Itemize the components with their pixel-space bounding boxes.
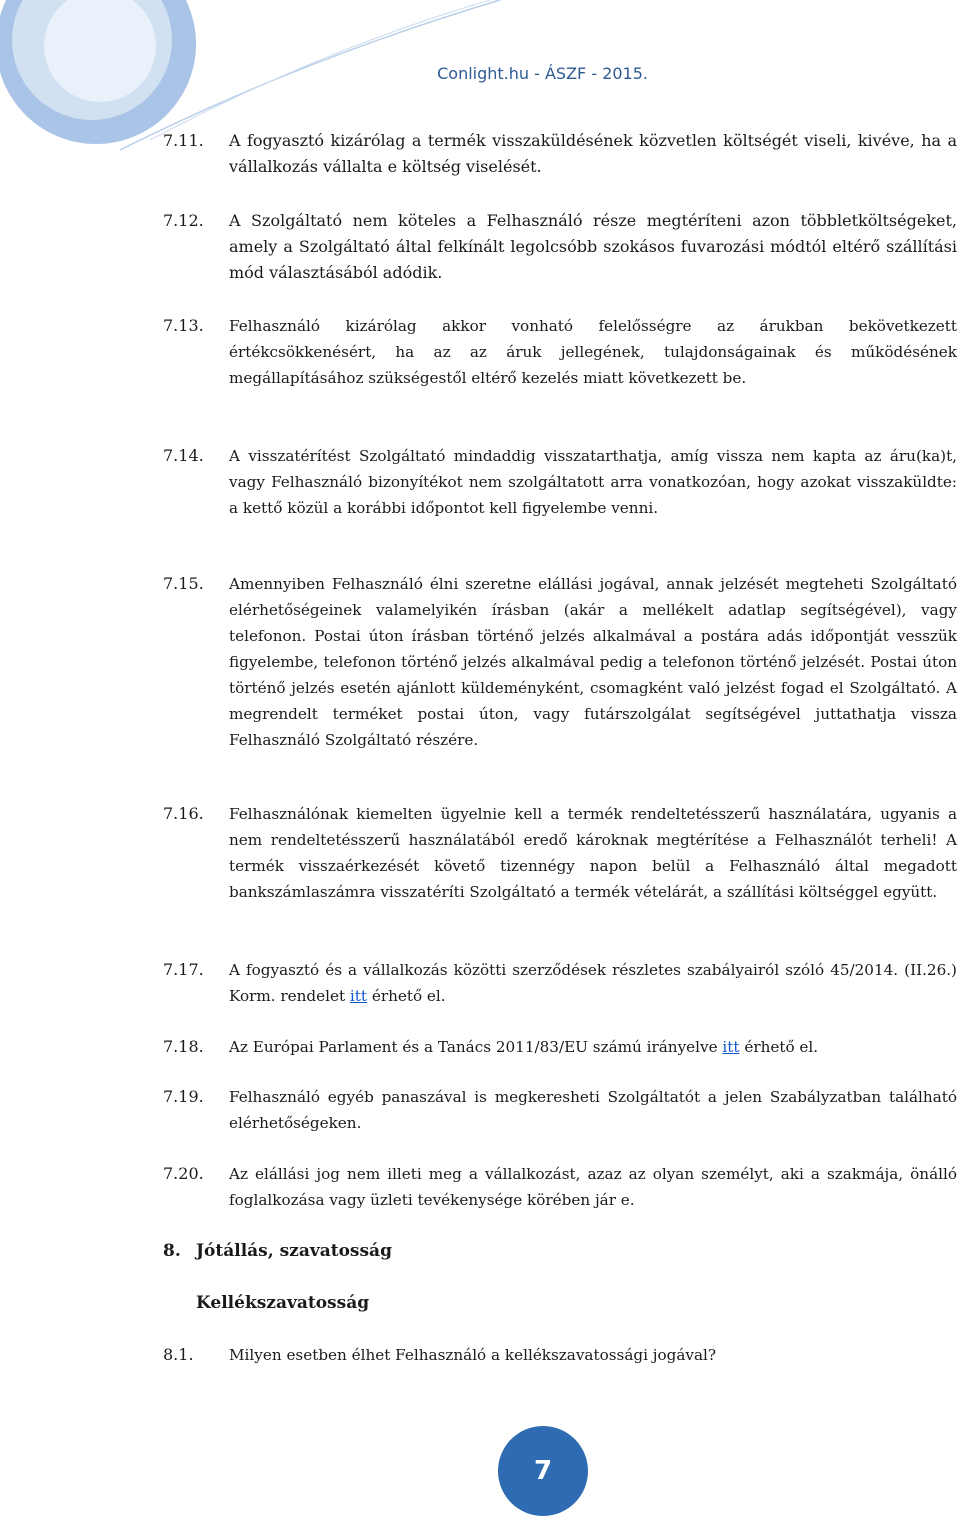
paragraph-7-15 — [163, 571, 957, 753]
paragraph-text-end: érhető el. — [739, 1038, 819, 1056]
paragraph-number: 7.19. — [163, 1087, 204, 1106]
paragraph-7-19 — [163, 1084, 957, 1136]
paragraph-7-16 — [163, 801, 957, 905]
section-number: 8. — [163, 1241, 181, 1261]
header-site-text: Conlight.hu - ÁSZF - 2015. — [437, 64, 648, 83]
paragraph-7-11 — [163, 128, 957, 180]
section-title: Jótállás, szavatosság — [196, 1241, 392, 1261]
paragraph-number: 7.13. — [163, 316, 204, 335]
paragraph-number: 7.11. — [163, 131, 204, 150]
paragraph-text: A Szolgáltató nem köteles a Felhasználó része megtéríteni azon többletköltségeket, amely a Szolgáltató által felkínált legolcsóbb szokásos fuvarozási módtól eltérő szállítási mód választásából adódik. — [229, 211, 957, 282]
paragraph-7-12 — [163, 208, 957, 286]
paragraph-number: 7.15. — [163, 574, 204, 593]
paragraph-text-start: Az Európai Parlament és a Tanács 2011/83/EU számú irányelve — [229, 1038, 723, 1056]
paragraph-7-17 — [163, 957, 957, 1009]
paragraph-text: Milyen esetben élhet Felhasználó a kellékszavatossági jogával? — [229, 1346, 717, 1364]
paragraph-8-1 — [163, 1342, 957, 1368]
paragraph-7-14 — [163, 443, 957, 521]
paragraph-text: Amennyiben Felhasználó élni szeretne elállási jogával, annak jelzését megteheti Szolgáltató elérhetőségeinek valamelyikén írásban (akár a mellékelt adatlap segítségével), vagy telefonon. Postai úton írásban történő jelzés alkalmával a postára adás időpontját vesszük figyelembe, telefonon történő jelzés alkalmával pedig a telefonon történő jelzését. Postai úton történő jelzés esetén ajánlott küldeményként, csomagként való jelzést fogad el Szolgáltató. A megrendelt terméket postai úton, vagy futárszolgálat segítségével juttathatja vissza Felhasználó Szolgáltató részére. — [229, 575, 957, 749]
itt-link[interactable]: itt — [349, 987, 367, 1005]
paragraph-text: Az elállási jog nem illeti meg a vállalkozást, azaz az olyan személyt, aki a szakmája, önálló foglalkozása vagy üzleti tevékenysége körében jár e. — [229, 1165, 957, 1209]
paragraph-text: A visszatérítést Szolgáltató mindaddig visszatarthatja, amíg vissza nem kapta az áru(ka)t, vagy Felhasználó bizonyítékot nem szolgáltatott arra vonatkozóan, hogy azokat visszaküldte: a kettő közül a korábbi időpontot kell figyelembe venni. — [229, 447, 957, 517]
paragraph-7-18 — [163, 1034, 957, 1060]
paragraph-text — [229, 957, 957, 1009]
paragraph-number: 7.12. — [163, 211, 204, 230]
paragraph-text: Felhasználó egyéb panaszával is megkeresheti Szolgáltatót a jelen Szabályzatban található elérhetőségeken. — [229, 1088, 957, 1132]
paragraph-text: A fogyasztó kizárólag a termék visszaküldésének közvetlen költségét viseli, kivéve, ha a vállalkozás vállalta e költség viselését. — [229, 131, 957, 176]
paragraph-text-start: A fogyasztó és a vállalkozás közötti szerződések részletes szabályairól szóló 45/2014. (II.26.) Korm. rendelet — [229, 961, 957, 1005]
paragraph-text-end: érhető el. — [367, 987, 446, 1005]
paragraph-number: 7.20. — [163, 1164, 204, 1183]
paragraph-number: 7.16. — [163, 804, 204, 823]
section-subtitle: Kellékszavatosság — [196, 1293, 370, 1313]
paragraph-text — [229, 1034, 957, 1060]
page-number-badge: 7 — [498, 1426, 588, 1516]
paragraph-text: Felhasználónak kiemelten ügyelnie kell a termék rendeltetésszerű használatára, ugyanis a nem rendeltetésszerű használatából eredő károknak megtérítése a Felhasználót terheli! A termék visszaérkezését követő tizennégy napon belül a Felhasználó által megadott bankszámlaszámra visszatéríti Szolgáltató a termék vételárát, a szállítási költséggel együtt. — [229, 805, 957, 901]
paragraph-7-20 — [163, 1161, 957, 1213]
paragraph-number: 7.17. — [163, 960, 204, 979]
paragraph-number: 8.1. — [163, 1345, 194, 1364]
paragraph-7-13 — [163, 313, 957, 391]
itt-link[interactable]: itt — [722, 1038, 740, 1056]
paragraph-number: 7.14. — [163, 446, 204, 465]
paragraph-text: Felhasználó kizárólag akkor vonható felelősségre az árukban bekövetkezett értékcsökkenésért, ha az az áruk jellegének, tulajdonságainak és működésének megállapításához szükségestől eltérő kezelés miatt következett be. — [229, 317, 957, 387]
paragraph-number: 7.18. — [163, 1037, 204, 1056]
